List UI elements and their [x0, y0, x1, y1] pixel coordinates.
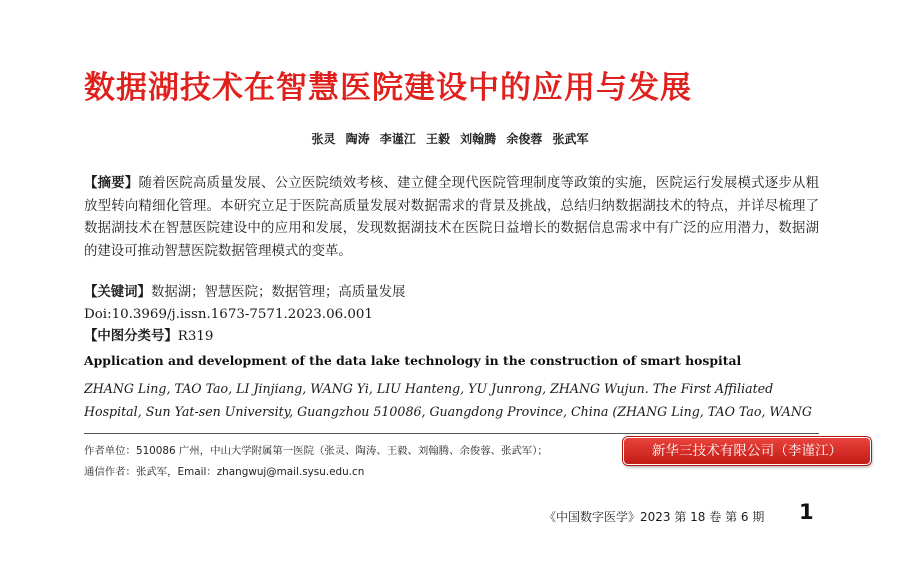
- watermark-badge: 新华三技术有限公司（李谨江）: [623, 437, 871, 465]
- abstract-label: 【摘要】: [84, 176, 139, 191]
- classification-label: 【中图分类号】: [84, 329, 178, 344]
- doi-line: Doi:10.3969/j.issn.1673-7571.2023.06.001: [84, 307, 373, 322]
- classification-line: [84, 326, 819, 349]
- abstract-paragraph: [84, 173, 819, 263]
- page-number: 1: [799, 500, 814, 524]
- english-title: Application and development of the data lake technology in the construction of smart hospital: [84, 353, 742, 368]
- author-list: 张灵 陶涛 李谨江 王毅 刘翰腾 余俊蓉 张武军: [311, 132, 589, 146]
- classification-code: R319: [177, 329, 214, 344]
- keywords-line: [84, 282, 819, 305]
- corresponding-author-footnote: 通信作者：张武军，Email：zhangwuj@mail.sysu.edu.cn: [84, 466, 365, 478]
- article-title: 数据湖技术在智慧医院建设中的应用与发展: [84, 70, 692, 106]
- footnote-divider: [84, 433, 819, 434]
- keywords-label: 【关键词】: [84, 285, 151, 300]
- abstract-text: 随着医院高质量发展、公立医院绩效考核、建立健全现代医院管理制度等政策的实施，医院运行发展模式逐步从粗放型转向精细化管理。本研究立足于医院高质量发展对数据需求的背景及挑战，总结归纳数据湖技术的特点，并详尽梳理了数据湖技术在智慧医院建设中的应用和发展，发现数据湖技术在医院日益增长的数据信息需求中有广泛的应用潜力，数据湖的建设可推动智慧医院数据管理模式的变革。: [84, 176, 820, 259]
- english-author-affiliation: ZHANG Ling, TAO Tao, LI Jinjiang, WANG Yi, LIU Hanteng, YU Junrong, ZHANG Wujun. The First Affiliated Hospital, Sun Yat-sen University, Guangzhou 510086, Guangdong Province, China (ZHANG Ling, TAO Tao, WANG: [84, 381, 812, 419]
- journal-info: 《中国数字医学》2023 第 18 卷 第 6 期: [544, 510, 765, 524]
- author-unit-footnote: 作者单位：510086 广州，中山大学附属第一医院（张灵、陶涛、王毅、刘翰腾、余俊蓉、张武军）；: [84, 445, 548, 457]
- keywords-text: 数据湖；智慧医院；数据管理；高质量发展: [150, 285, 406, 300]
